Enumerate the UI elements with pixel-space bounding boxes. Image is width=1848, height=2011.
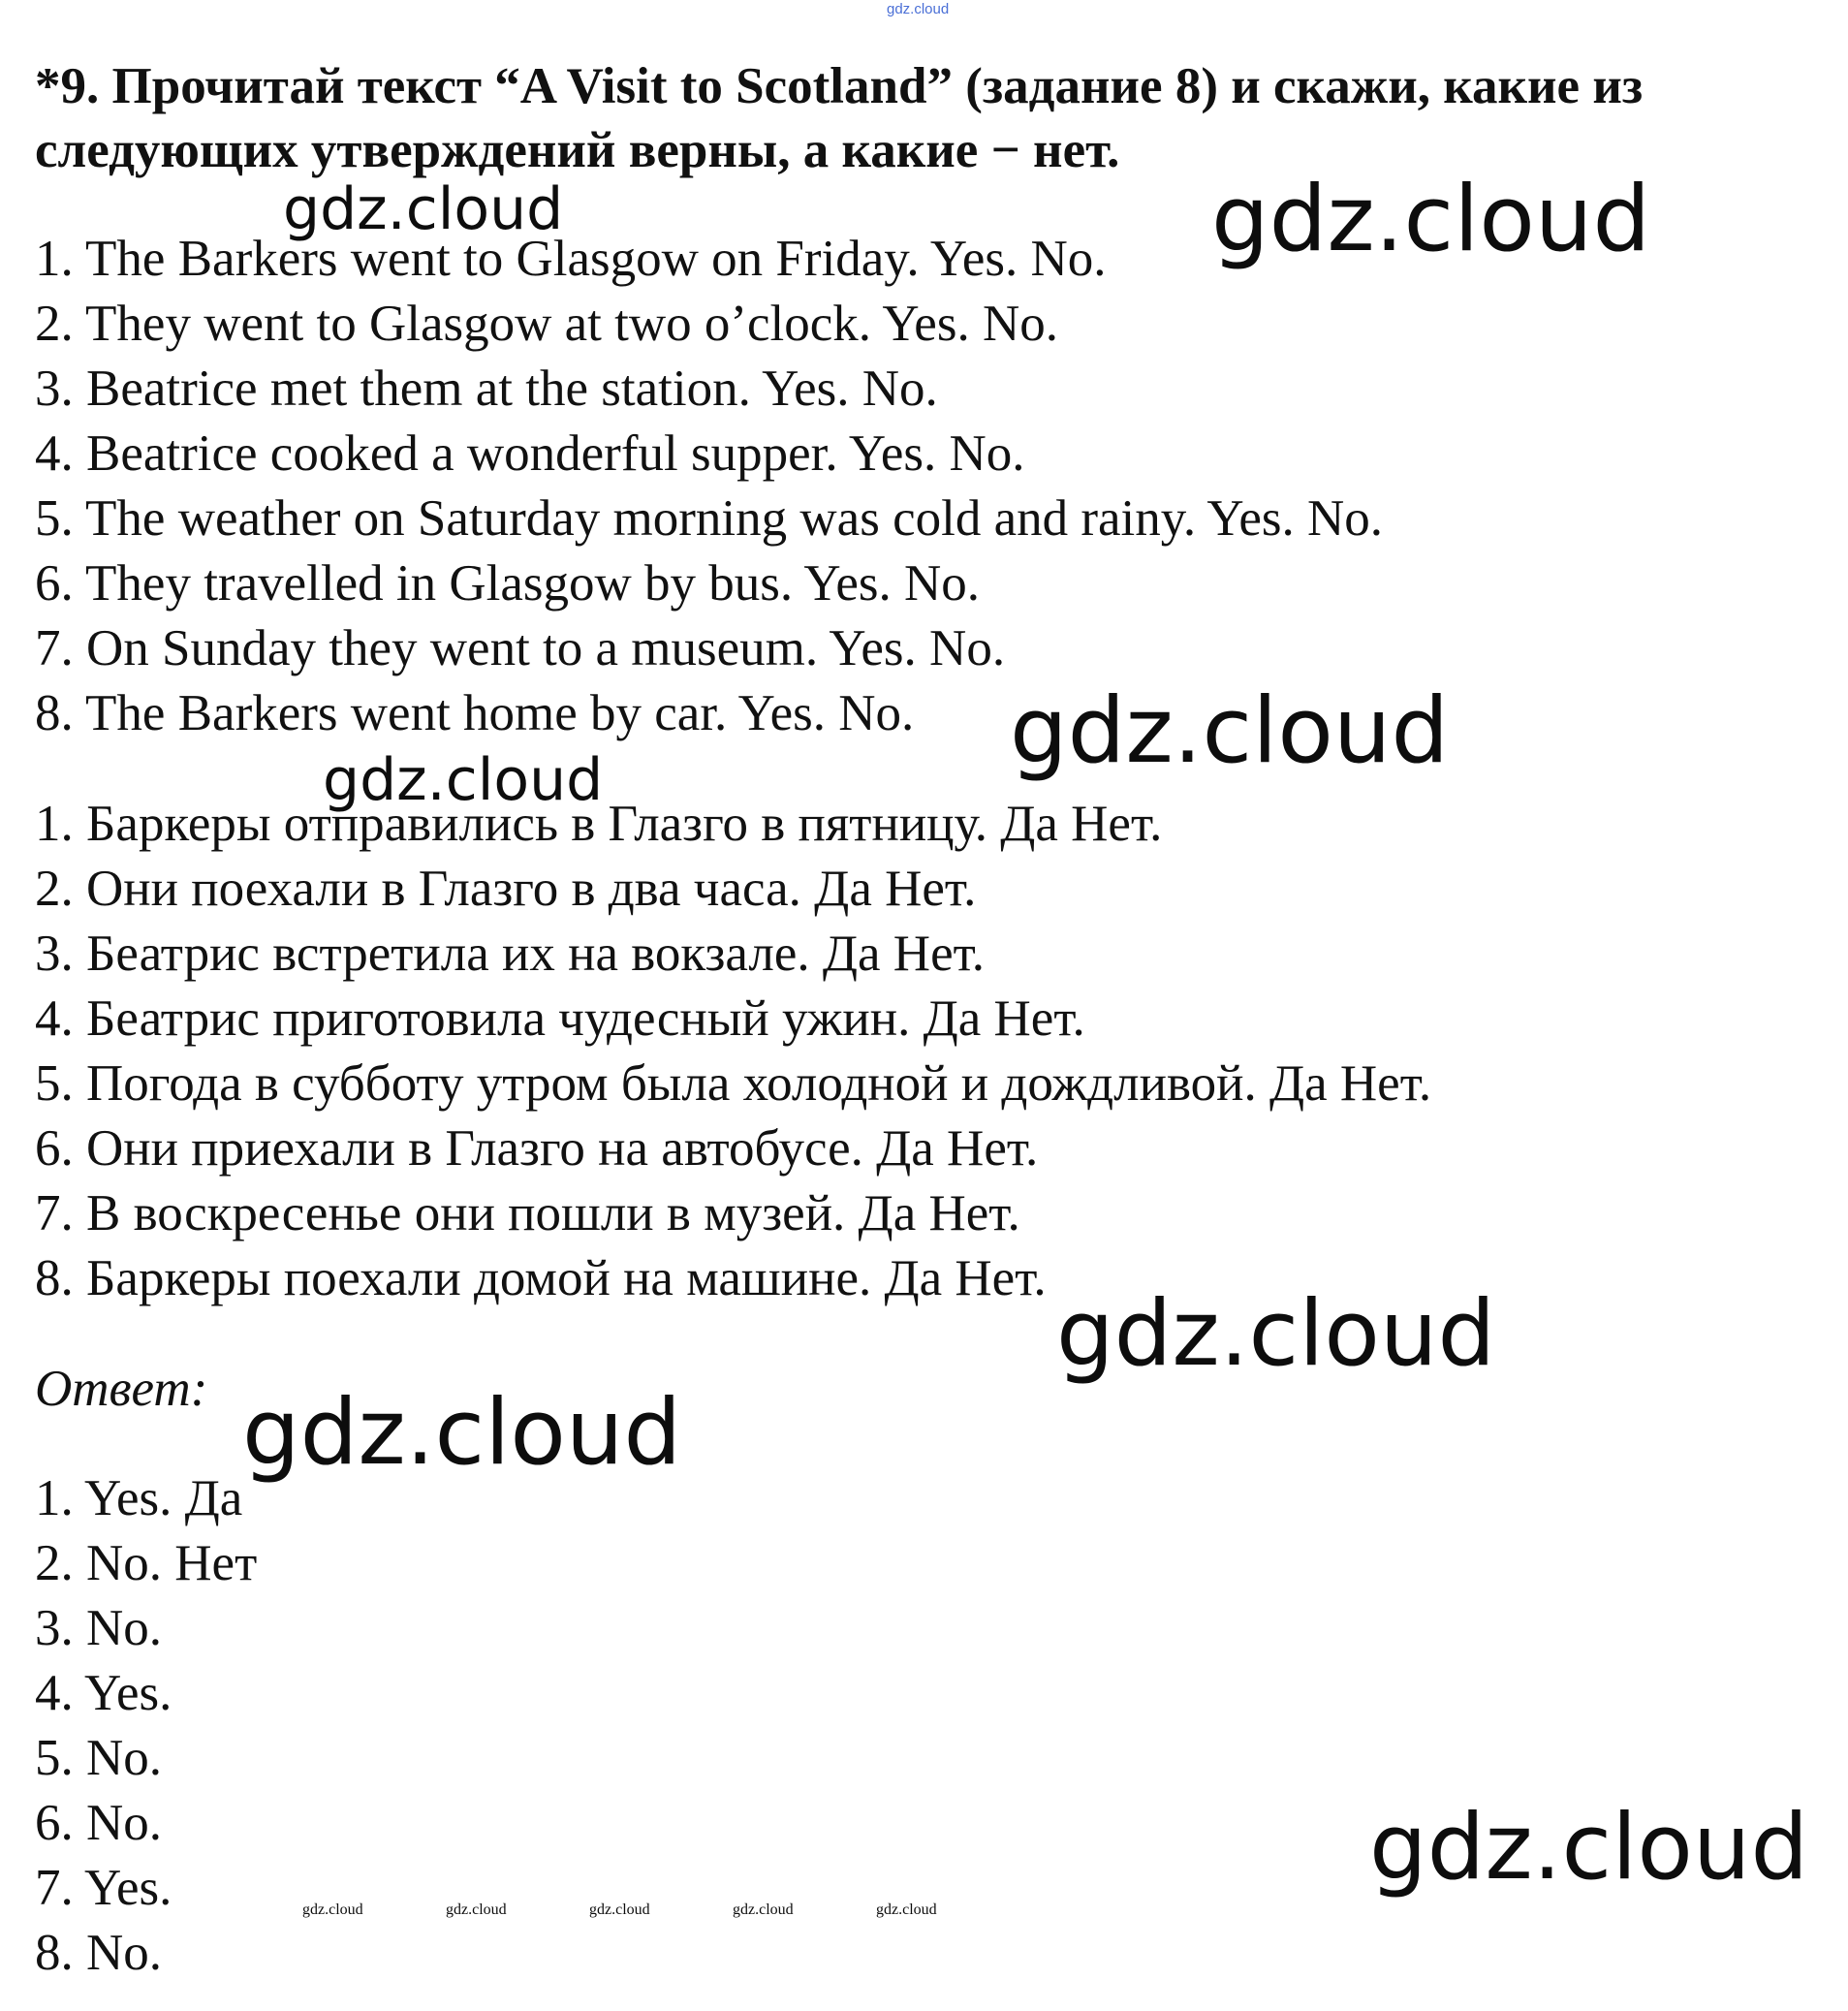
list-item: 1. Баркеры отправились в Глазго в пятницу. Да Нет. [35, 796, 1163, 852]
answer-item: 8. No. [35, 1925, 163, 1981]
list-item: 2. Они поехали в Глазго в два часа. Да Нет. [35, 861, 977, 917]
answer-item: 3. No. [35, 1600, 163, 1656]
list-item: 8. The Barkers went home by car. Yes. No. [35, 685, 915, 741]
answer-item: 6. No. [35, 1795, 163, 1851]
watermark: gdz.cloud [1369, 1795, 1809, 1901]
watermark: gdz.cloud [283, 175, 564, 243]
watermark-small: gdz.cloud [876, 1901, 937, 1918]
list-item: 8. Баркеры поехали домой на машине. Да Нет. [35, 1250, 1047, 1306]
list-item: 3. Beatrice met them at the station. Yes. No. [35, 361, 938, 417]
watermark: gdz.cloud [1056, 1281, 1496, 1387]
answer-label: Ответ: [35, 1361, 208, 1417]
list-item: 3. Беатрис встретила их на вокзале. Да Нет. [35, 926, 986, 982]
list-item: 7. On Sunday they went to a museum. Yes. No. [35, 620, 1006, 676]
watermark-top: gdz.cloud [887, 1, 950, 17]
list-item: 2. They went to Glasgow at two o’clock. Yes. No. [35, 296, 1058, 352]
list-item: 4. Beatrice cooked a wonderful supper. Yes. No. [35, 425, 1025, 482]
list-item: 6. They travelled in Glasgow by bus. Yes. No. [35, 555, 981, 612]
watermark: gdz.cloud [323, 746, 604, 814]
list-item: 5. The weather on Saturday morning was cold and rainy. Yes. No. [35, 490, 1383, 547]
watermark: gdz.cloud [1211, 167, 1651, 272]
answer-item: 2. No. Нет [35, 1535, 258, 1591]
watermark-small: gdz.cloud [589, 1901, 650, 1918]
watermark-small: gdz.cloud [446, 1901, 507, 1918]
statements-russian [35, 792, 1431, 1311]
answer-item: 4. Yes. [35, 1665, 172, 1721]
list-item: 7. В воскресенье они пошли в музей. Да Нет. [35, 1185, 1020, 1241]
answer-list [35, 1466, 257, 1986]
task-heading: *9. Прочитай текст “A Visit to Scotland” (задание 8) и скажи, какие из следующих утверждений верны, а какие − нет. [35, 58, 1644, 178]
list-item: 5. Погода в субботу утром была холодной и дождливой. Да Нет. [35, 1055, 1432, 1112]
list-item: 1. The Barkers went to Glasgow on Friday. Yes. No. [35, 231, 1107, 287]
watermark-small: gdz.cloud [733, 1901, 794, 1918]
list-item: 4. Беатрис приготовила чудесный ужин. Да Нет. [35, 990, 1085, 1047]
answer-item: 5. No. [35, 1730, 163, 1786]
watermark: gdz.cloud [1010, 678, 1450, 784]
answer-item: 7. Yes. [35, 1860, 172, 1916]
statements-english [35, 227, 1383, 746]
watermark: gdz.cloud [242, 1380, 682, 1486]
watermark-small: gdz.cloud [302, 1901, 363, 1918]
list-item: 6. Они приехали в Глазго на автобусе. Да Нет. [35, 1120, 1039, 1177]
answer-item: 1. Yes. Да [35, 1470, 243, 1526]
